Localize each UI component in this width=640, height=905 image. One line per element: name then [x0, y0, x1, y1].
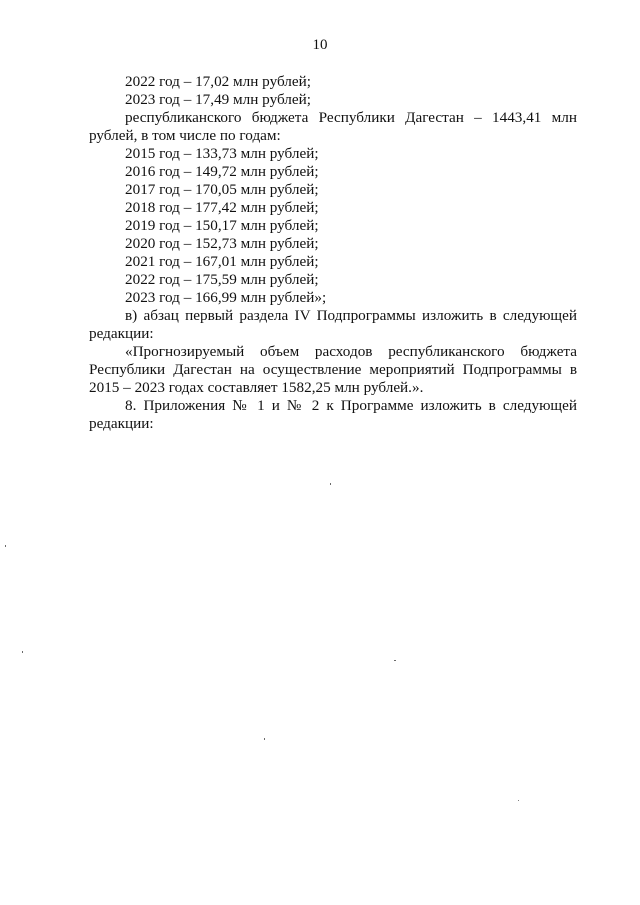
- scan-speck: [394, 660, 396, 661]
- republic-budget-paragraph: республиканского бюджета Республики Дагестан – 1443,41 млн рублей, в том числе по годам:: [89, 109, 577, 144]
- document-body: [89, 73, 577, 397]
- page-number: 10: [312, 37, 328, 53]
- scan-speck: [264, 738, 265, 740]
- year-line-2021: 2021 год – 167,01 млн рублей;: [125, 253, 319, 270]
- year-line-2019: 2019 год – 150,17 млн рублей;: [125, 217, 319, 234]
- year-line-2017: 2017 год – 170,05 млн рублей;: [125, 181, 319, 198]
- scan-speck: [518, 800, 519, 801]
- quote-paragraph: «Прогнозируемый объем расходов республиканского бюджета Республики Дагестан на осуществление мероприятий Подпрограммы в 2015 – 2023 годах составляет 1582,25 млн рублей.».: [89, 343, 577, 396]
- year-line-2022-federal: 2022 год – 17,02 млн рублей;: [125, 73, 311, 90]
- year-line-2023-federal: 2023 год – 17,49 млн рублей;: [125, 91, 311, 108]
- scan-speck: [5, 545, 6, 547]
- year-line-2023: 2023 год – 166,99 млн рублей»;: [125, 289, 327, 306]
- item-8-block: [89, 397, 577, 433]
- year-line-2016: 2016 год – 149,72 млн рублей;: [125, 163, 319, 180]
- item-8-paragraph: 8. Приложения № 1 и № 2 к Программе изложить в следующей редакции:: [89, 397, 577, 432]
- year-line-2018: 2018 год – 177,42 млн рублей;: [125, 199, 319, 216]
- year-line-2022: 2022 год – 175,59 млн рублей;: [125, 271, 319, 288]
- scan-speck: [22, 651, 23, 653]
- scan-speck: [330, 483, 331, 485]
- year-line-2015: 2015 год – 133,73 млн рублей;: [125, 145, 319, 162]
- item-v-paragraph: в) абзац первый раздела IV Подпрограммы изложить в следующей редакции:: [89, 307, 577, 342]
- year-line-2020: 2020 год – 152,73 млн рублей;: [125, 235, 319, 252]
